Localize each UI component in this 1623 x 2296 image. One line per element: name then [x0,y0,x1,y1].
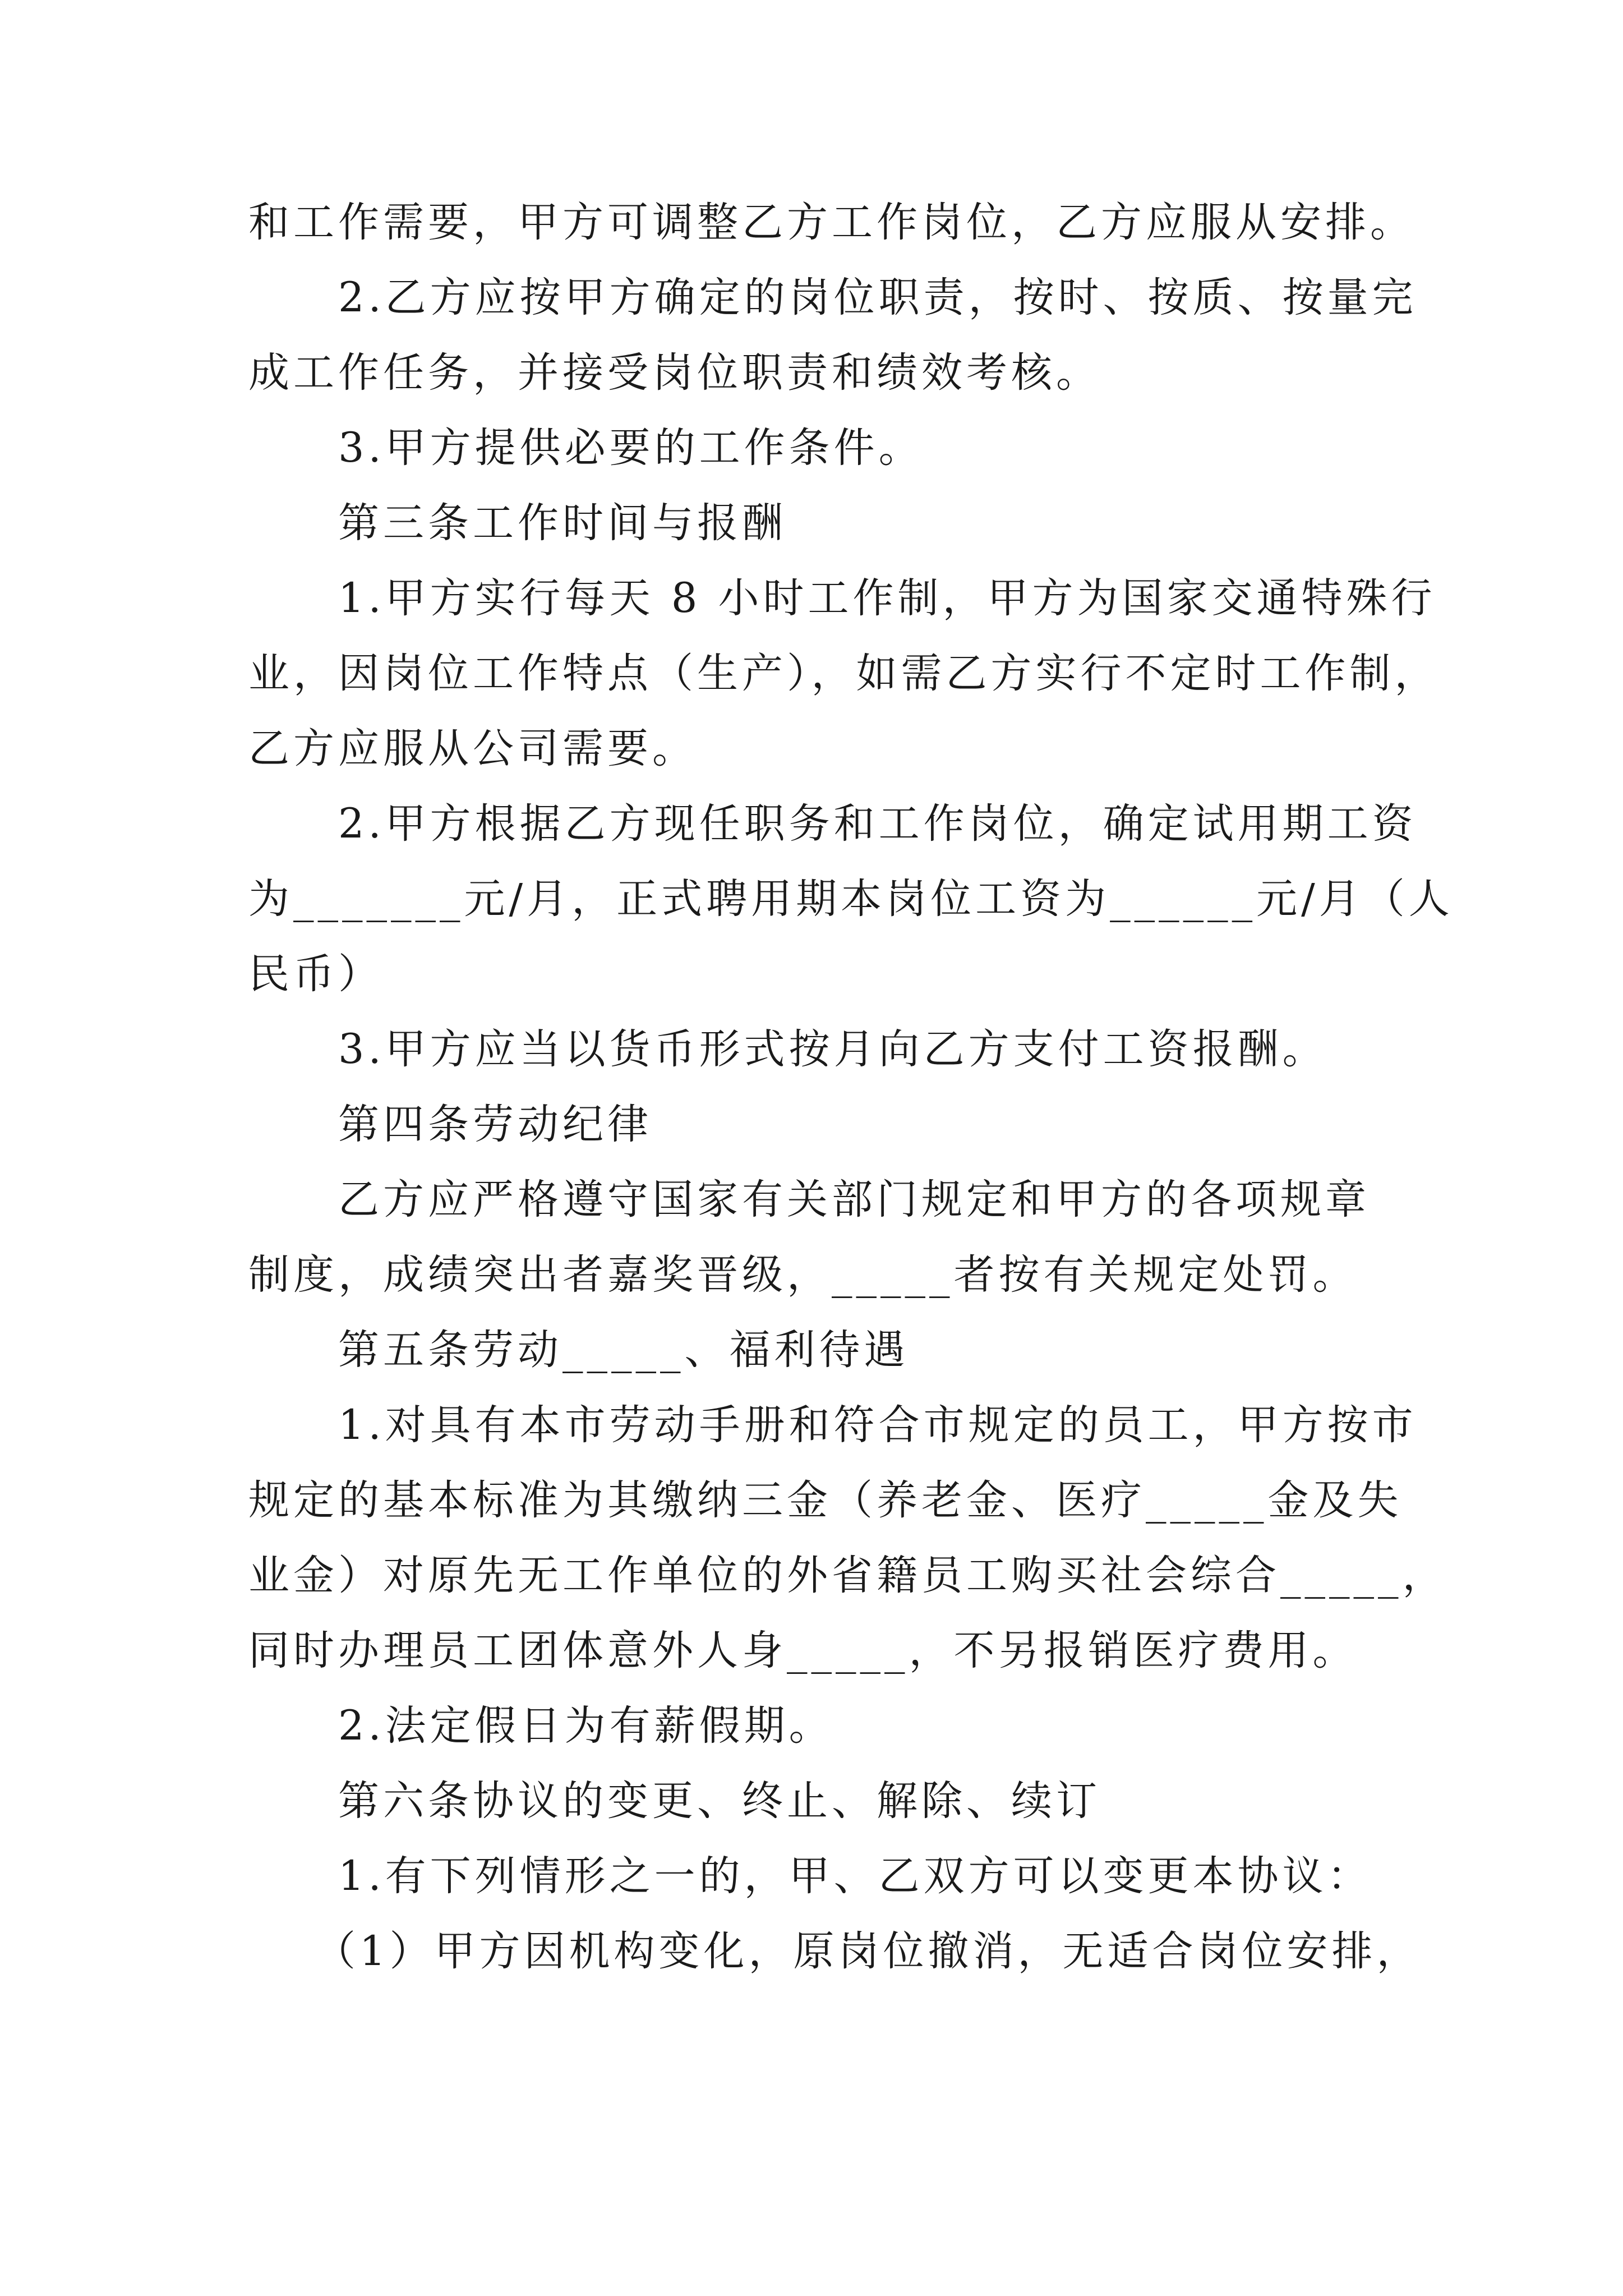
text-line: 业，因岗位工作特点（生产），如需乙方实行不定时工作制， [248,650,1440,697]
section-heading: 第六条协议的变更、终止、解除、续订 [338,1777,1101,1825]
text-line: 乙方应服从公司需要。 [248,725,697,772]
text-line: 1.甲方实行每天 8 小时工作制，甲方为国家交通特殊行 [338,574,1436,622]
text-line: 规定的基本标准为其缴纳三金（养老金、医疗_____金及失 [248,1476,1403,1524]
text-line: 3.甲方应当以货币形式按月向乙方支付工资报酬。 [338,1025,1327,1073]
text-line: 1.有下列情形之一的，甲、乙双方可以变更本协议： [338,1852,1372,1900]
section-heading: 第四条劳动纪律 [338,1101,652,1148]
text-line: 同时办理员工团体意外人身_____，不另报销医疗费用。 [248,1627,1358,1674]
text-line: 成工作任务，并接受岗位职责和绩效考核。 [248,349,1101,397]
document-page [248,185,1454,1989]
text-line: 和工作需要，甲方可调整乙方工作岗位，乙方应服从安排。 [248,199,1415,246]
text-line: 2.乙方应按甲方确定的岗位职责，按时、按质、按量完 [338,274,1417,321]
text-line: 业金）对原先无工作单位的外省籍员工购买社会综合_____， [248,1552,1447,1599]
text-line: 乙方应严格遵守国家有关部门规定和甲方的各项规章 [338,1176,1370,1223]
text-line: 2.法定假日为有薪假期。 [338,1702,834,1750]
text-line: 1.对具有本市劳动手册和符合市规定的员工，甲方按市 [338,1401,1417,1449]
section-heading: 第五条劳动_____、福利待遇 [338,1326,909,1374]
text-line: 3.甲方提供必要的工作条件。 [338,424,924,472]
section-heading: 第三条工作时间与报酬 [338,499,787,547]
text-line: 民币） [248,950,383,998]
text-line: （1）甲方因机构变化，原岗位撤消，无适合岗位安排， [315,1927,1422,1975]
text-line: 2.甲方根据乙方现任职务和工作岗位，确定试用期工资 [338,800,1417,848]
text-line: 制度，成绩突出者嘉奖晋级，_____者按有关规定处罚。 [248,1251,1358,1299]
text-line: 为_______元/月，正式聘用期本岗位工资为______元/月（人 [248,875,1454,923]
